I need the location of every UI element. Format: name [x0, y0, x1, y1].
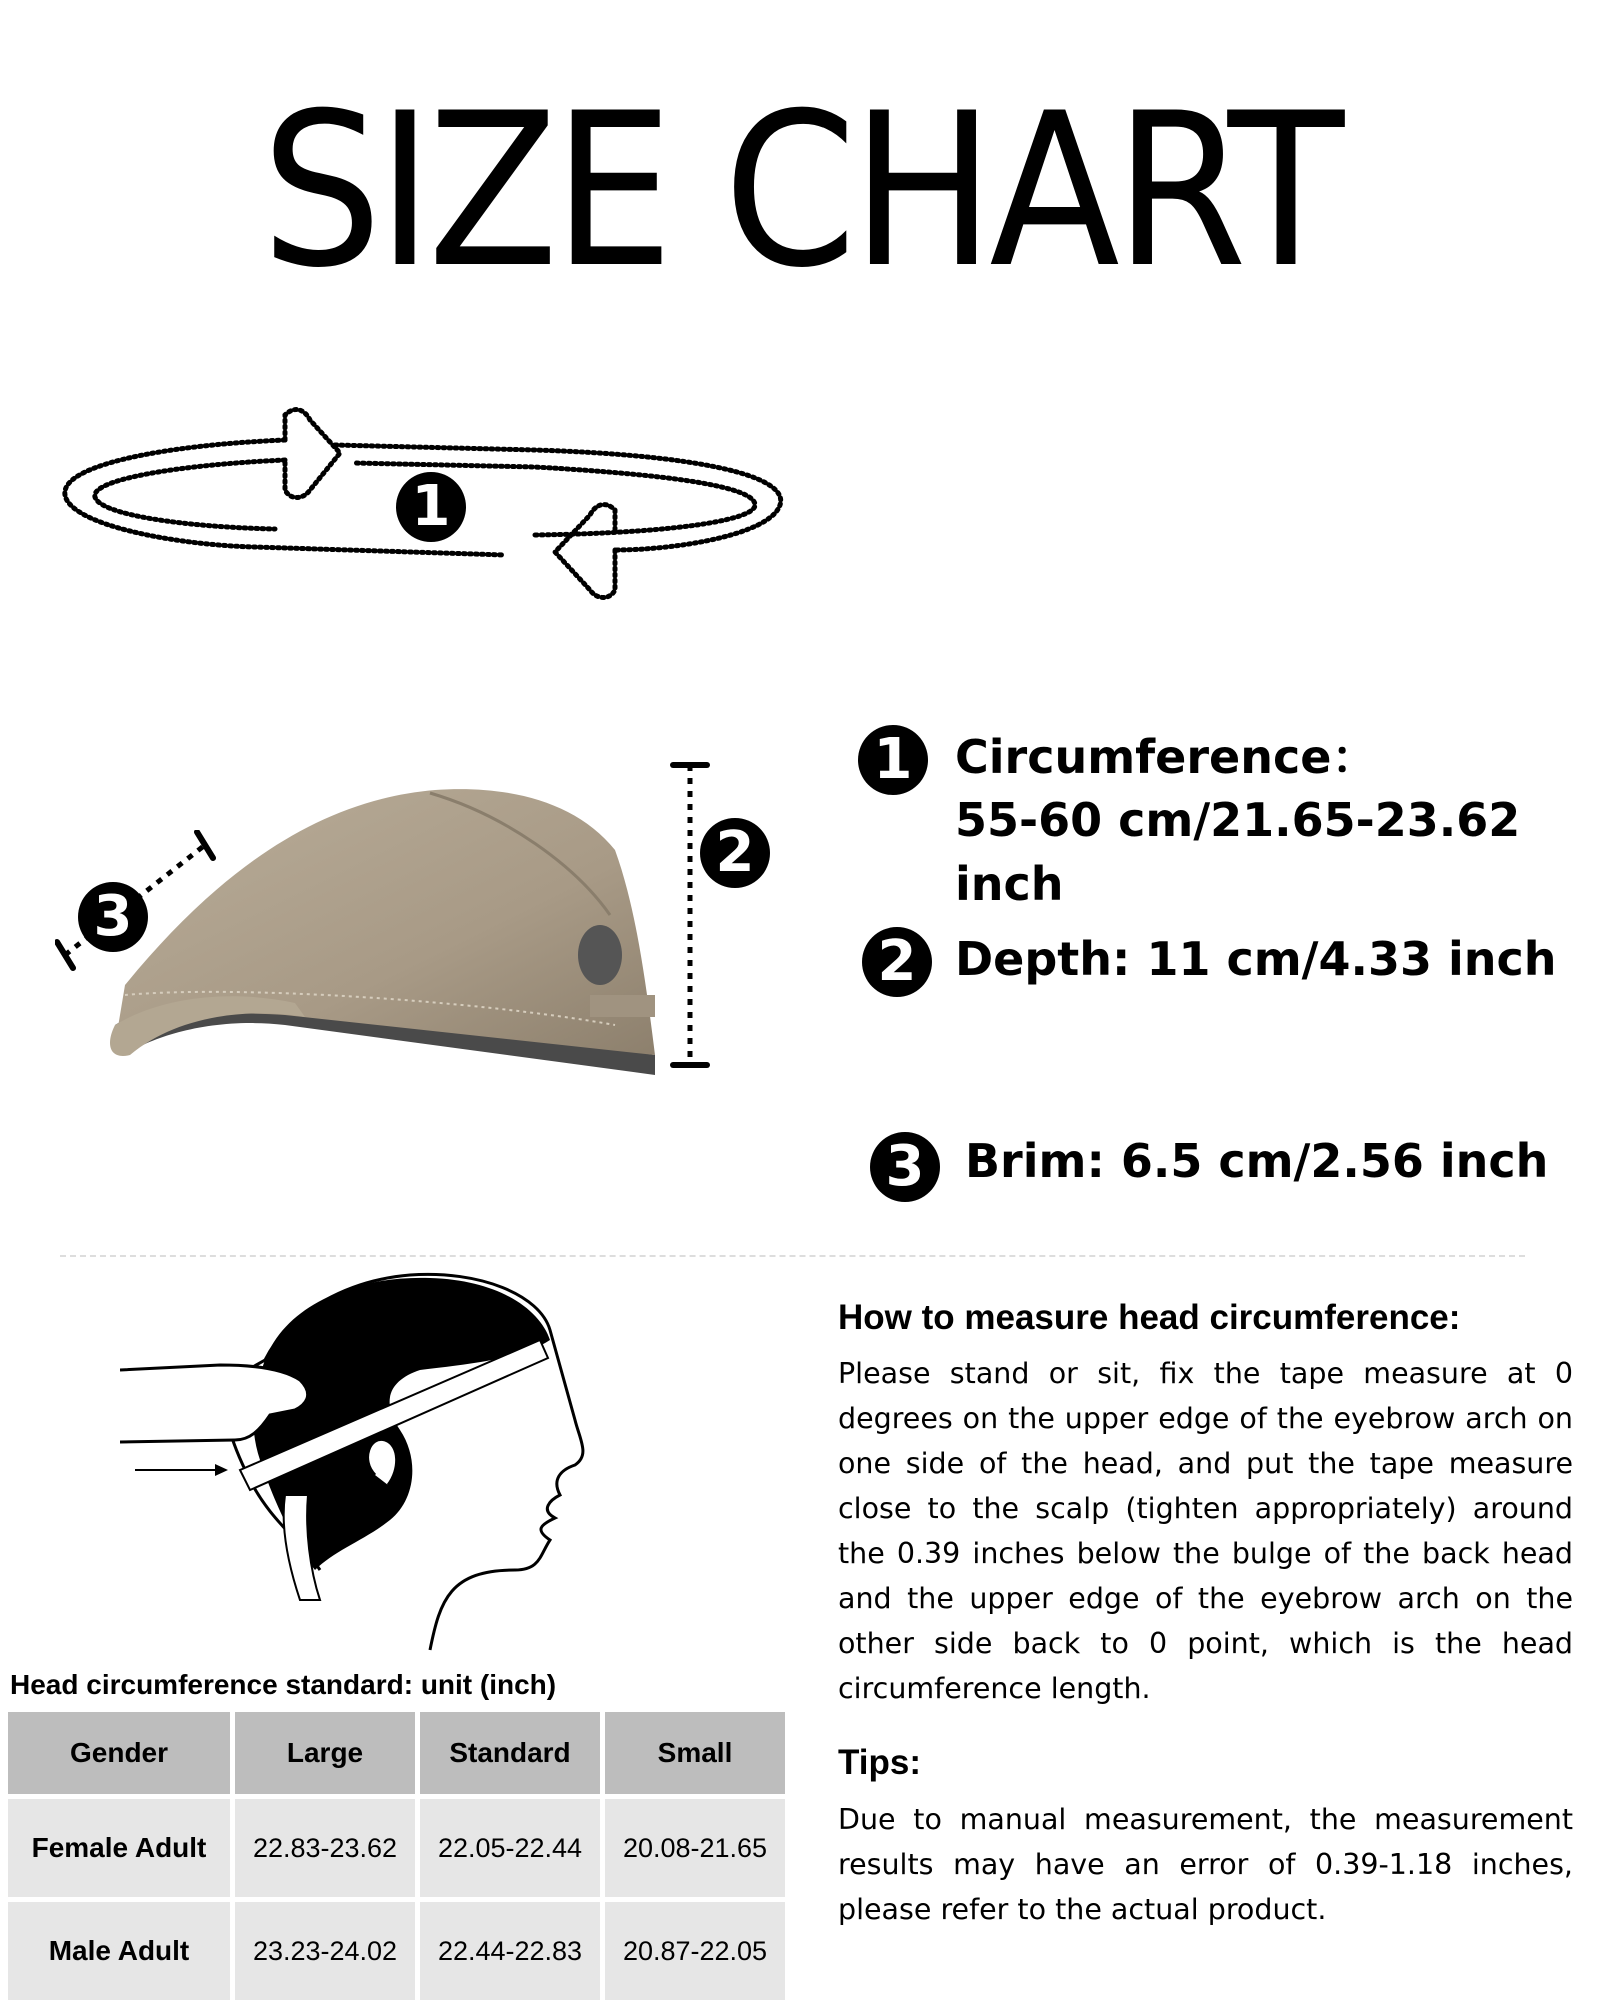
badge-2-icon: 2	[862, 927, 932, 997]
table-cell: 20.87-22.05	[605, 1902, 785, 2000]
table-cell: 23.23-24.02	[235, 1902, 415, 2000]
col-header: Small	[605, 1712, 785, 1794]
arrow-head-left	[555, 505, 615, 598]
spec-circumference	[955, 726, 1600, 916]
spec-brim: Brim: 6.5 cm/2.56 inch	[965, 1134, 1549, 1188]
table-row	[8, 1799, 785, 1897]
tips-heading: Tips:	[838, 1743, 921, 1782]
table-row	[8, 1902, 785, 2000]
howto-heading: How to measure head circumference:	[838, 1298, 1461, 1337]
table-cell: 20.08-21.65	[605, 1799, 785, 1897]
ellipse-inner	[95, 460, 285, 529]
row-header: Male Adult	[8, 1902, 230, 2000]
circumference-label: Circumference：	[955, 730, 1378, 784]
table-caption: Head circumference standard: unit (inch)	[10, 1669, 557, 1700]
table-cell: 22.05-22.44	[420, 1799, 600, 1897]
section-divider	[60, 1255, 1525, 1257]
col-header: Large	[235, 1712, 415, 1794]
arrow-head-right	[285, 410, 340, 498]
badge-3-icon: 3	[870, 1132, 940, 1202]
tips-body: Due to manual measurement, the measurement results may have an error of 0.39-1.18 inches, please refer to the actual product.	[838, 1803, 1573, 1926]
badge-1-icon: 1	[396, 472, 466, 542]
table-cell: 22.44-22.83	[420, 1902, 600, 2000]
table-header-row	[8, 1712, 785, 1794]
col-header: Standard	[420, 1712, 600, 1794]
badge-2-icon: 2	[700, 818, 770, 888]
badge-3-icon: 3	[78, 882, 148, 952]
page-title: SIZE CHART	[261, 67, 1339, 314]
size-standard-table	[3, 1707, 790, 2005]
head-measure-illustration	[120, 1270, 620, 1670]
circumference-value: 55-60 cm/21.65-23.62 inch	[955, 793, 1521, 911]
row-header: Female Adult	[8, 1799, 230, 1897]
badge-1-icon: 1	[858, 725, 928, 795]
howto-body: Please stand or sit, fix the tape measure at 0 degrees on the upper edge of the eyebrow arch on one side of the head, and put the tape measure close to the scalp (tighten appropriately) around the 0.39 inches below the bulge of the back head and the upper edge of the eyebrow arch on the other side back to 0 point, which is the head circumference length.	[838, 1357, 1573, 1705]
spec-depth: Depth: 11 cm/4.33 inch	[955, 932, 1557, 986]
table-cell: 22.83-23.62	[235, 1799, 415, 1897]
depth-measure-line	[665, 755, 715, 1075]
col-header: Gender	[8, 1712, 230, 1794]
